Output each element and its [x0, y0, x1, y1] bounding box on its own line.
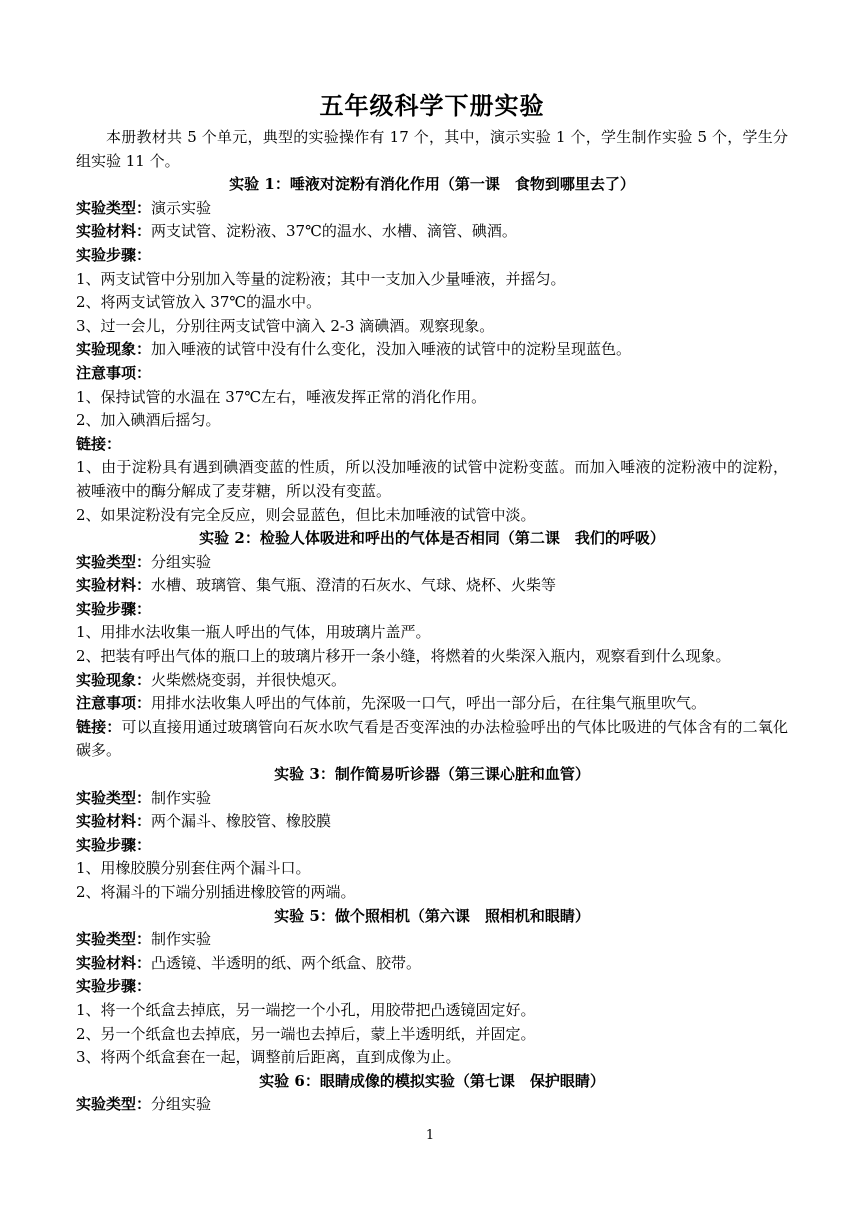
experiment-5-step: 1、将一个纸盒去掉底，另一端挖一个小孔，用胶带把凸透镜固定好。: [76, 1000, 536, 1019]
experiment-2-steps-label: 实验步骤：: [76, 599, 152, 618]
experiment-1-link: 2、如果淀粉没有完全反应，则会显蓝色，但比未加唾液的试管中淡。: [76, 505, 536, 524]
experiment-2-notes: [76, 692, 788, 716]
experiment-2-step: 2、把装有呼出气体的瓶口上的玻璃片移开一条小缝，将燃着的火柴深入瓶内，观察看到什么现象。: [76, 647, 731, 666]
materials-label: 实验材料：: [76, 953, 152, 972]
intro-paragraph: 本册教材共 5 个单元，典型的实验操作有 17 个，其中，演示实验 1 个，学生制作实验 5 个，学生分组实验 11 个。: [76, 128, 788, 170]
phenomenon-value: 火柴燃烧变弱，并很快熄灭。: [151, 670, 347, 689]
type-value: 分组实验: [151, 552, 212, 571]
experiment-5-materials: [76, 952, 788, 976]
experiment-5-step: 2、另一个纸盒也去掉底，另一端也去掉后，蒙上半透明纸，并固定。: [76, 1024, 536, 1043]
experiment-1-step: 2、将两支试管放入 37℃的温水中。: [76, 293, 322, 312]
type-label: 实验类型：: [76, 788, 152, 807]
experiment-3-steps-label: 实验步骤：: [76, 835, 152, 854]
materials-label: 实验材料：: [76, 576, 152, 595]
phenomenon-label: 实验现象：: [76, 670, 152, 689]
experiment-2-materials: [76, 574, 788, 598]
experiment-5-steps-label: 实验步骤：: [76, 977, 152, 996]
experiment-2-type: [76, 551, 788, 575]
experiment-1-note: 2、加入碘酒后摇匀。: [76, 411, 221, 430]
experiment-1-steps-label: 实验步骤：: [76, 245, 152, 264]
experiment-6-type: [76, 1093, 788, 1117]
materials-label: 实验材料：: [76, 222, 152, 241]
materials-value: 两个漏斗、橡胶管、橡胶膜: [151, 812, 332, 831]
experiment-1-step: 3、过一会儿，分别往两支试管中滴入 2-3 滴碘酒。观察现象。: [76, 316, 495, 335]
phenomenon-value: 加入唾液的试管中没有什么变化，没加入唾液的试管中的淀粉呈现蓝色。: [151, 340, 632, 359]
type-label: 实验类型：: [76, 930, 152, 949]
notes-value: 用排水法收集人呼出的气体前，先深吸一口气，呼出一部分后，在往集气瓶里吹气。: [151, 694, 707, 713]
materials-value: 凸透镜、半透明的纸、两个纸盒、胶带。: [151, 953, 422, 972]
experiment-5-title: 实验 5：做个照相机（第六课 照相机和眼睛）: [274, 906, 590, 925]
experiment-1-phenomenon: [76, 338, 788, 362]
experiment-1-note: 1、保持试管的水温在 37℃左右，唾液发挥正常的消化作用。: [76, 387, 487, 406]
experiment-5-step: 3、将两个纸盒套在一起，调整前后距离，直到成像为止。: [76, 1048, 461, 1067]
type-value: 制作实验: [151, 930, 212, 949]
type-label: 实验类型：: [76, 198, 152, 217]
experiment-2-title: 实验 2：检验人体吸进和呼出的气体是否相同（第二课 我们的呼吸）: [199, 529, 665, 548]
phenomenon-label: 实验现象：: [76, 340, 152, 359]
experiment-1-step: 1、两支试管中分别加入等量的淀粉液；其中一支加入少量唾液，并摇匀。: [76, 269, 566, 288]
type-label: 实验类型：: [76, 552, 152, 571]
experiment-1-type: [76, 197, 788, 221]
materials-label: 实验材料：: [76, 812, 152, 831]
experiment-5-type: [76, 928, 788, 952]
experiment-2-step: 1、用排水法收集一瓶人呼出的气体，用玻璃片盖严。: [76, 623, 431, 642]
materials-value: 两支试管、淀粉液、37℃的温水、水槽、滴管、碘酒。: [151, 222, 517, 241]
notes-label: 注意事项：: [76, 694, 152, 713]
experiment-3-step: 1、用橡胶膜分别套住两个漏斗口。: [76, 859, 311, 878]
experiment-3-title: 实验 3：制作简易听诊器（第三课心脏和血管）: [274, 765, 590, 784]
experiment-1-title: 实验 1：唾液对淀粉有消化作用（第一课 食物到哪里去了）: [229, 175, 635, 194]
experiment-1-materials: [76, 220, 788, 244]
type-value: 演示实验: [151, 198, 212, 217]
experiment-3-step: 2、将漏斗的下端分别插进橡胶管的两端。: [76, 883, 356, 901]
experiment-6-title: 实验 6：眼睛成像的模拟实验（第七课 保护眼睛）: [259, 1071, 605, 1090]
page-number: 1: [425, 1128, 435, 1143]
type-value: 分组实验: [151, 1095, 212, 1114]
experiment-2-links: [76, 716, 788, 763]
experiment-1-links-label: 链接：: [76, 434, 122, 453]
document-body: [76, 88, 788, 1117]
materials-value: 水槽、玻璃管、集气瓶、澄清的石灰水、气球、烧杯、火柴等: [151, 576, 557, 595]
links-label: 链接：: [76, 717, 122, 736]
type-value: 制作实验: [151, 788, 212, 807]
experiment-1-link: 1、由于淀粉具有遇到碘酒变蓝的性质，所以没加唾液的试管中淀粉变蓝。而加入唾液的淀粉液中的淀粉，被唾液中的酶分解成了麦芽糖，所以没有变蓝。: [76, 458, 788, 500]
experiment-3-materials: [76, 810, 788, 834]
experiment-2-phenomenon: [76, 669, 788, 693]
page-title: 五年级科学下册实验: [319, 92, 545, 120]
experiment-1-notes-label: 注意事项：: [76, 363, 152, 382]
type-label: 实验类型：: [76, 1095, 152, 1114]
links-value: 可以直接用通过玻璃管向石灰水吹气看是否变浑浊的办法检验呼出的气体比吸进的气体含有的二氧化碳多。: [76, 717, 788, 760]
experiment-3-type: [76, 787, 788, 811]
